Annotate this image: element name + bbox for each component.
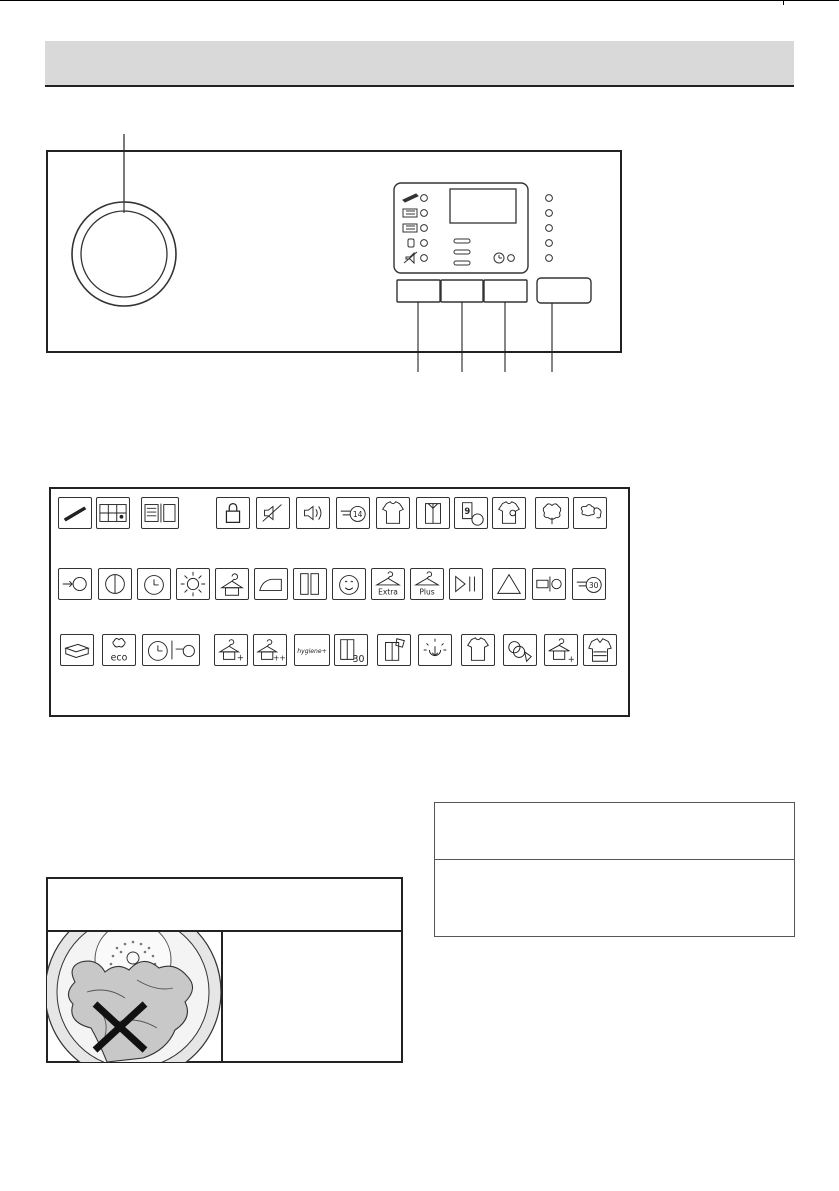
sound-icon [296, 497, 330, 529]
shirt-hanger-icon [416, 497, 450, 529]
svg-text:Extra: Extra [378, 587, 398, 597]
svg-text:Plus: Plus [419, 587, 435, 597]
shirt-icon [376, 497, 410, 529]
drum-overload-illustration [47, 932, 221, 1062]
info-table [434, 802, 795, 937]
timer-icon [137, 568, 171, 600]
shirt-icon [461, 634, 495, 666]
mute-icon [256, 497, 290, 529]
iron-icon [254, 568, 288, 600]
grid-icon [96, 497, 130, 529]
svg-text:30: 30 [588, 580, 599, 590]
fast-14-icon [336, 497, 370, 529]
power-icon [98, 568, 132, 600]
panel-button-start[interactable] [537, 278, 591, 303]
leaf-icon [58, 497, 92, 529]
light-icon [176, 568, 210, 600]
dryness-icon [58, 568, 92, 600]
svg-text:+: + [236, 652, 244, 663]
anti-crease-icon [418, 634, 452, 666]
svg-text:9: 9 [464, 505, 471, 516]
hanger-icon [214, 634, 248, 666]
svg-text:eco: eco [110, 652, 128, 664]
filter-icon [532, 568, 566, 600]
delay-icon [492, 568, 526, 600]
polo-icon [492, 497, 526, 529]
lock-icon [216, 497, 250, 529]
cotton-icon [535, 497, 569, 529]
towel-icon [293, 568, 327, 600]
hanger-icon [544, 634, 578, 666]
control-panel-drawing [0, 0, 839, 400]
play-pause-icon [449, 568, 483, 600]
refresh-icon [377, 634, 411, 666]
baby-icon [332, 568, 366, 600]
panel-button-2[interactable] [441, 280, 483, 302]
panel-button-3[interactable] [484, 280, 527, 302]
cotton-icon [573, 497, 607, 529]
programme-knob[interactable] [72, 202, 176, 306]
svg-text:++: ++ [273, 653, 286, 663]
eco-cotton-icon [102, 634, 136, 666]
hygiene-icon [294, 634, 330, 666]
svg-text:30: 30 [352, 654, 365, 665]
fast-30-icon [572, 568, 606, 600]
grid-icon [141, 497, 179, 529]
hanger-icon [253, 634, 287, 666]
svg-text:+: + [567, 654, 575, 665]
hanger-extra-icon [371, 568, 405, 600]
svg-text:14: 14 [352, 509, 363, 519]
svg-text:hygiene+: hygiene+ [297, 647, 327, 655]
mix-icon [503, 634, 537, 666]
shirt-30-icon [334, 634, 368, 666]
timer-fast-icon [142, 634, 200, 666]
sports-icon [454, 497, 488, 529]
jacket-icon [583, 634, 617, 666]
warning-box-column-divider [221, 930, 223, 1063]
duvet-icon [60, 634, 94, 666]
panel-button-1[interactable] [397, 280, 440, 302]
hanger-icon [215, 568, 249, 600]
hanger-plus-icon [410, 568, 444, 600]
info-table-divider [434, 859, 795, 860]
